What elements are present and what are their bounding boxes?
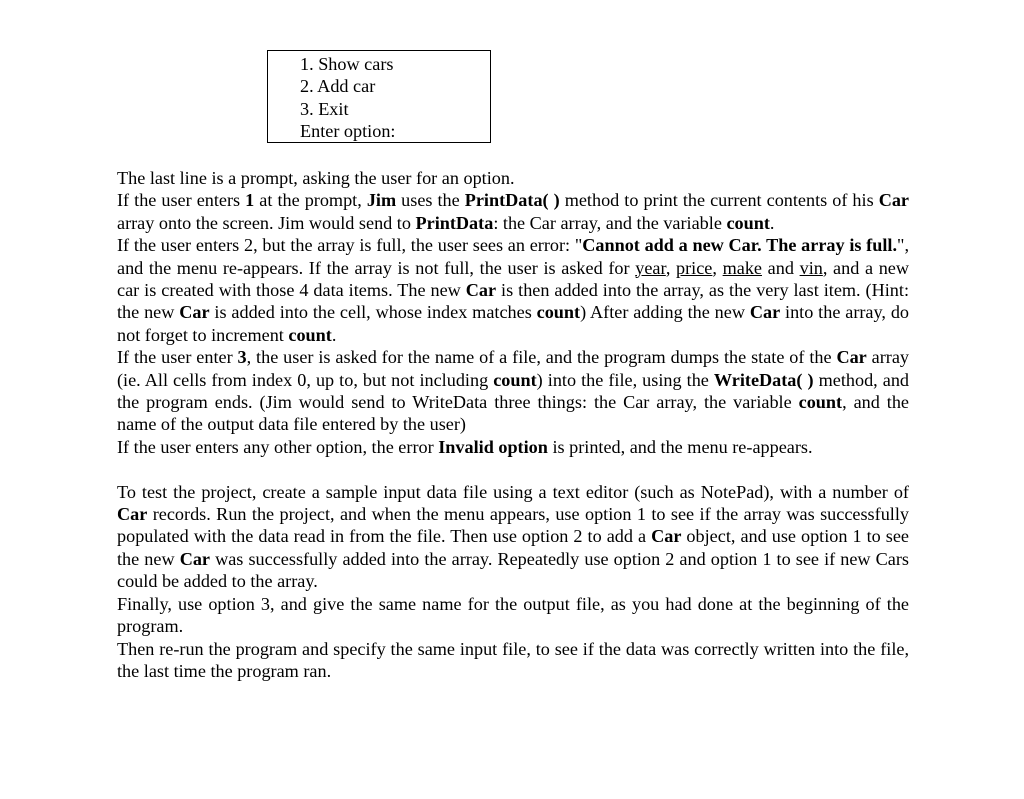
paragraph-option-3: If the user enter 3, the user is asked for the name of a file, and the program dumps the state of the Car array (ie. All cells from index 0, up to, but not including count) into the file, using the WriteData( ) method, and the program ends. (Jim would send to WriteData three things: the Car array, the variable count, and the name of the output data file entered by the user) — [117, 347, 910, 435]
paragraph-finally: Finally, use option 3, and give the same name for the output file, as you had done at the beginning of the program. — [117, 593, 909, 637]
menu-prompt: Enter option: — [300, 120, 396, 141]
paragraph-option-2: If the user enters 2, but the array is full, the user sees an error: "Cannot add a new Car. The array is full.", and the menu re-appears. If the array is not full, the user is asked for year, price, make and vin, and a new car is created with those 4 data items. The new Car is then added into the array, as the very last item. (Hint: the new Car is added into the cell, whose index matches count) After adding the new Car into the array, do not forget to increment count. — [117, 235, 910, 345]
paragraph-testing: To test the project, create a sample input data file using a text editor (such as NotePad), with a number of Car records. Run the project, and when the menu appears, use option 1 to see if the array was successfully populated with the data read in from the file. Then use option 2 to add a Car object, and use option 1 to see the new Car was successfully added into the array. Repeatedly use option 2 and option 1 to see if new Cars could be added to the array. — [117, 481, 910, 592]
paragraph-gap — [117, 458, 909, 480]
paragraph-prompt-intro: The last line is a prompt, asking the user for an option. — [117, 168, 515, 188]
paragraph-invalid-option: If the user enters any other option, the error Invalid option is printed, and the menu re-appears. — [117, 436, 813, 457]
document-body — [117, 167, 909, 682]
paragraph-rerun: Then re-run the program and specify the same input file, to see if the data was correctly written into the file, the last time the program ran. — [117, 638, 909, 681]
paragraph-option-1: If the user enters 1 at the prompt, Jim uses the PrintData( ) method to print the current contents of his Car array onto the screen. Jim would send to PrintData: the Car array, and the variable count. — [117, 190, 909, 233]
menu-item-show-cars: 1. Show cars — [300, 54, 394, 74]
menu-item-add-car: 2. Add car — [300, 76, 376, 97]
menu-box — [267, 50, 491, 143]
menu-item-exit: 3. Exit — [300, 98, 349, 119]
